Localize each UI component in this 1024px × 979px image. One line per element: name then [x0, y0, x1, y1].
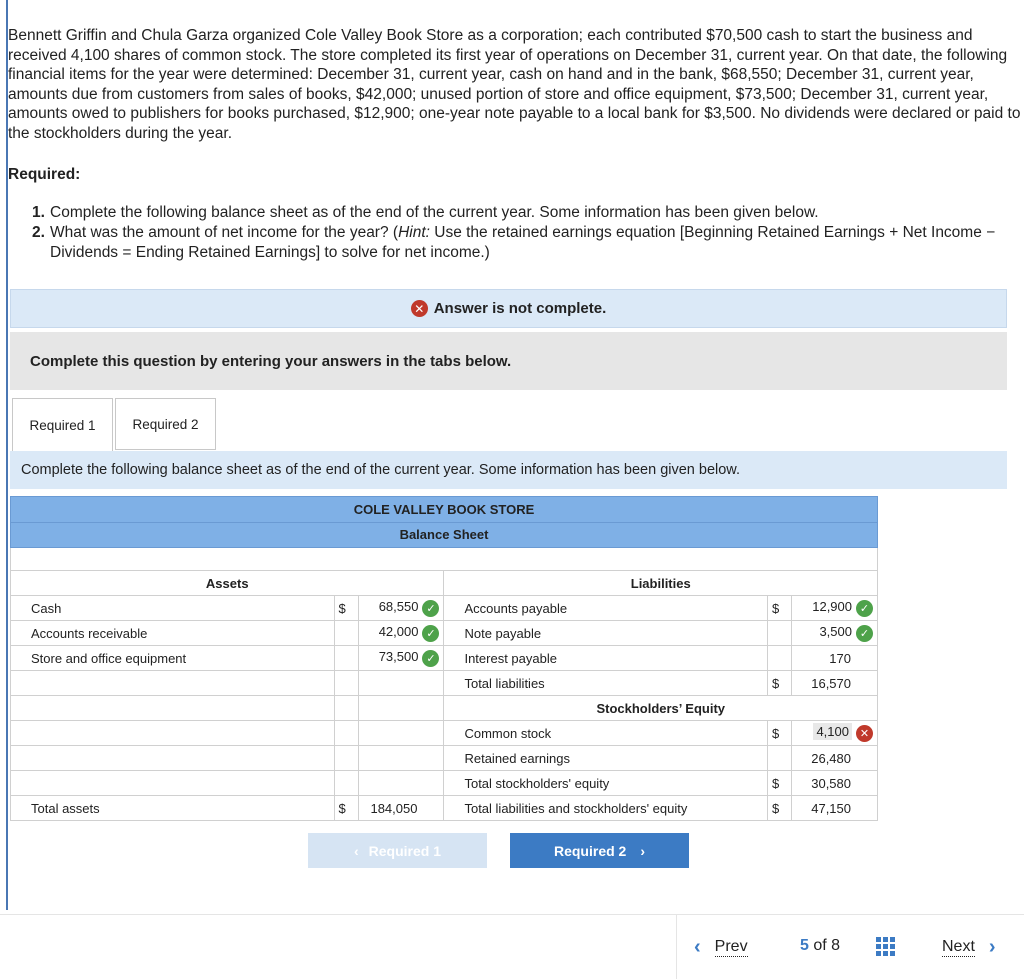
- equity-label: Retained earnings: [444, 746, 768, 771]
- liability-label: Accounts payable: [444, 596, 768, 621]
- table-row: [11, 671, 878, 696]
- total-assets-value: 184,050: [358, 796, 444, 821]
- equity-header: Stockholders’ Equity: [444, 696, 878, 721]
- required-heading: Required:: [8, 166, 81, 183]
- table-row: [11, 771, 878, 796]
- empty-asset-input[interactable]: [11, 771, 335, 796]
- table-row: [11, 721, 878, 746]
- prev-question-link[interactable]: ‹ Prev: [694, 936, 748, 958]
- empty-asset-amount-input[interactable]: [358, 671, 444, 696]
- next-question-link[interactable]: Next ›: [942, 936, 996, 958]
- footer-vertical-divider: [676, 915, 677, 979]
- answer-status-text: Answer is not complete.: [433, 300, 607, 317]
- answer-status-bar: [10, 289, 1007, 328]
- requirements-list: [32, 203, 1022, 263]
- currency-sign: $: [768, 671, 792, 696]
- check-icon: ✓: [422, 625, 439, 642]
- next-tab-button[interactable]: Required 2 ›: [510, 833, 689, 868]
- check-icon: ✓: [422, 600, 439, 617]
- table-row: [11, 646, 878, 671]
- requirement-1: 1. Complete the following balance sheet as of the end of the current year. Some information has been given below.: [32, 204, 819, 221]
- asset-amount-input[interactable]: 42,000 ✓: [358, 621, 444, 646]
- equity-label: Common stock: [444, 721, 768, 746]
- grid-icon[interactable]: [876, 937, 895, 956]
- currency-sign: $: [768, 721, 792, 746]
- current-page: 5: [800, 937, 809, 954]
- equity-amount: 30,580: [792, 771, 878, 796]
- error-icon: ✕: [411, 300, 428, 317]
- currency-sign: $: [334, 596, 358, 621]
- empty-asset-input[interactable]: [11, 746, 335, 771]
- table-row: [11, 621, 878, 646]
- empty-asset-input[interactable]: [11, 721, 335, 746]
- empty-asset-amount-input[interactable]: [358, 696, 444, 721]
- asset-amount-input[interactable]: 68,550 ✓: [358, 596, 444, 621]
- empty-asset-amount-input[interactable]: [358, 746, 444, 771]
- total-liabilities-value: 16,570: [792, 671, 878, 696]
- company-name: COLE VALLEY BOOK STORE: [11, 497, 877, 523]
- total-pages: of 8: [813, 937, 841, 954]
- equity-label: Total stockholders' equity: [444, 771, 768, 796]
- footer-divider: [0, 914, 1024, 915]
- complete-instructions: Complete this question by entering your answers in the tabs below.: [10, 332, 1007, 390]
- check-icon: ✓: [856, 600, 873, 617]
- statement-title: Balance Sheet: [399, 527, 489, 542]
- empty-asset-input[interactable]: [11, 696, 335, 721]
- equity-amount: 26,480: [792, 746, 878, 771]
- equity-label: Total liabilities and stockholders' equity: [444, 796, 768, 821]
- liability-amount-input[interactable]: 12,900 ✓: [792, 596, 878, 621]
- empty-asset-amount-input[interactable]: [358, 721, 444, 746]
- currency-sign: $: [768, 771, 792, 796]
- page-indicator: [800, 937, 840, 955]
- balance-sheet: [10, 496, 878, 821]
- tab-instruction: Complete the following balance sheet as of the end of the current year. Some information has been given below.: [10, 451, 1007, 489]
- check-icon: ✓: [422, 650, 439, 667]
- empty-asset-amount-input[interactable]: [358, 771, 444, 796]
- table-row: [11, 796, 878, 821]
- table-row: [11, 596, 878, 621]
- tab-required-1[interactable]: Required 1: [12, 398, 113, 452]
- chevron-right-icon: ›: [988, 936, 996, 958]
- liability-amount-input[interactable]: 3,500 ✓: [792, 621, 878, 646]
- liability-label: Interest payable: [444, 646, 768, 671]
- spacer-row: [10, 548, 878, 570]
- hint-label: Hint:: [398, 224, 430, 241]
- asset-amount-input[interactable]: 73,500 ✓: [358, 646, 444, 671]
- chevron-right-icon: ›: [640, 842, 646, 859]
- equity-amount-input[interactable]: 4,100 ✕: [792, 721, 878, 746]
- prev-tab-button[interactable]: ‹ Required 1: [308, 833, 487, 868]
- balance-sheet-table: [10, 570, 878, 821]
- assets-header: Assets: [11, 571, 444, 596]
- liabilities-header: Liabilities: [444, 571, 878, 596]
- problem-text: Bennett Griffin and Chula Garza organized Cole Valley Book Store as a corporation; each contributed $70,500 cash to start the business and received 4,100 shares of common stock. The store completed its first year of operations on December 31, current year. On that date, the following financial items for the year were determined: December 31, current year, cash on hand and in the bank, $68,550; December 31, current year, amounts due from customers from sales of books, $42,000; unused portion of store and office equipment, $73,500; December 31, current year, amounts owed to publishers for books purchased, $12,900; one-year note payable to a local bank for $3,500. No dividends were declared or paid to the stockholders during the year.: [8, 27, 1021, 142]
- table-row: [11, 696, 878, 721]
- currency-sign: $: [768, 796, 792, 821]
- requirement-2: 2. What was the amount of net income for the year? (Hint: Use the retained earnings equation [Beginning Retained Earnings + Net Income − Dividends = Ending Retained Earnings] to solve for net income.): [32, 224, 996, 261]
- currency-sign: $: [768, 596, 792, 621]
- balance-sheet-header: [10, 496, 878, 548]
- total-assets-label: Total assets: [11, 796, 335, 821]
- chevron-left-icon: ‹: [694, 936, 701, 958]
- empty-asset-input[interactable]: [11, 671, 335, 696]
- tab-required-2[interactable]: Required 2: [115, 398, 216, 450]
- asset-label: Cash: [11, 596, 335, 621]
- incorrect-icon: ✕: [856, 725, 873, 742]
- table-row: [11, 571, 878, 596]
- liability-label: Note payable: [444, 621, 768, 646]
- check-icon: ✓: [856, 625, 873, 642]
- equity-amount: 47,150: [792, 796, 878, 821]
- asset-label: Store and office equipment: [11, 646, 335, 671]
- liability-amount-input[interactable]: 170: [792, 646, 878, 671]
- table-row: [11, 746, 878, 771]
- tab-bar: [12, 398, 218, 452]
- total-liabilities-label: Total liabilities: [444, 671, 768, 696]
- asset-label: Accounts receivable: [11, 621, 335, 646]
- currency-sign: $: [334, 796, 358, 821]
- chevron-left-icon: ‹: [353, 842, 359, 859]
